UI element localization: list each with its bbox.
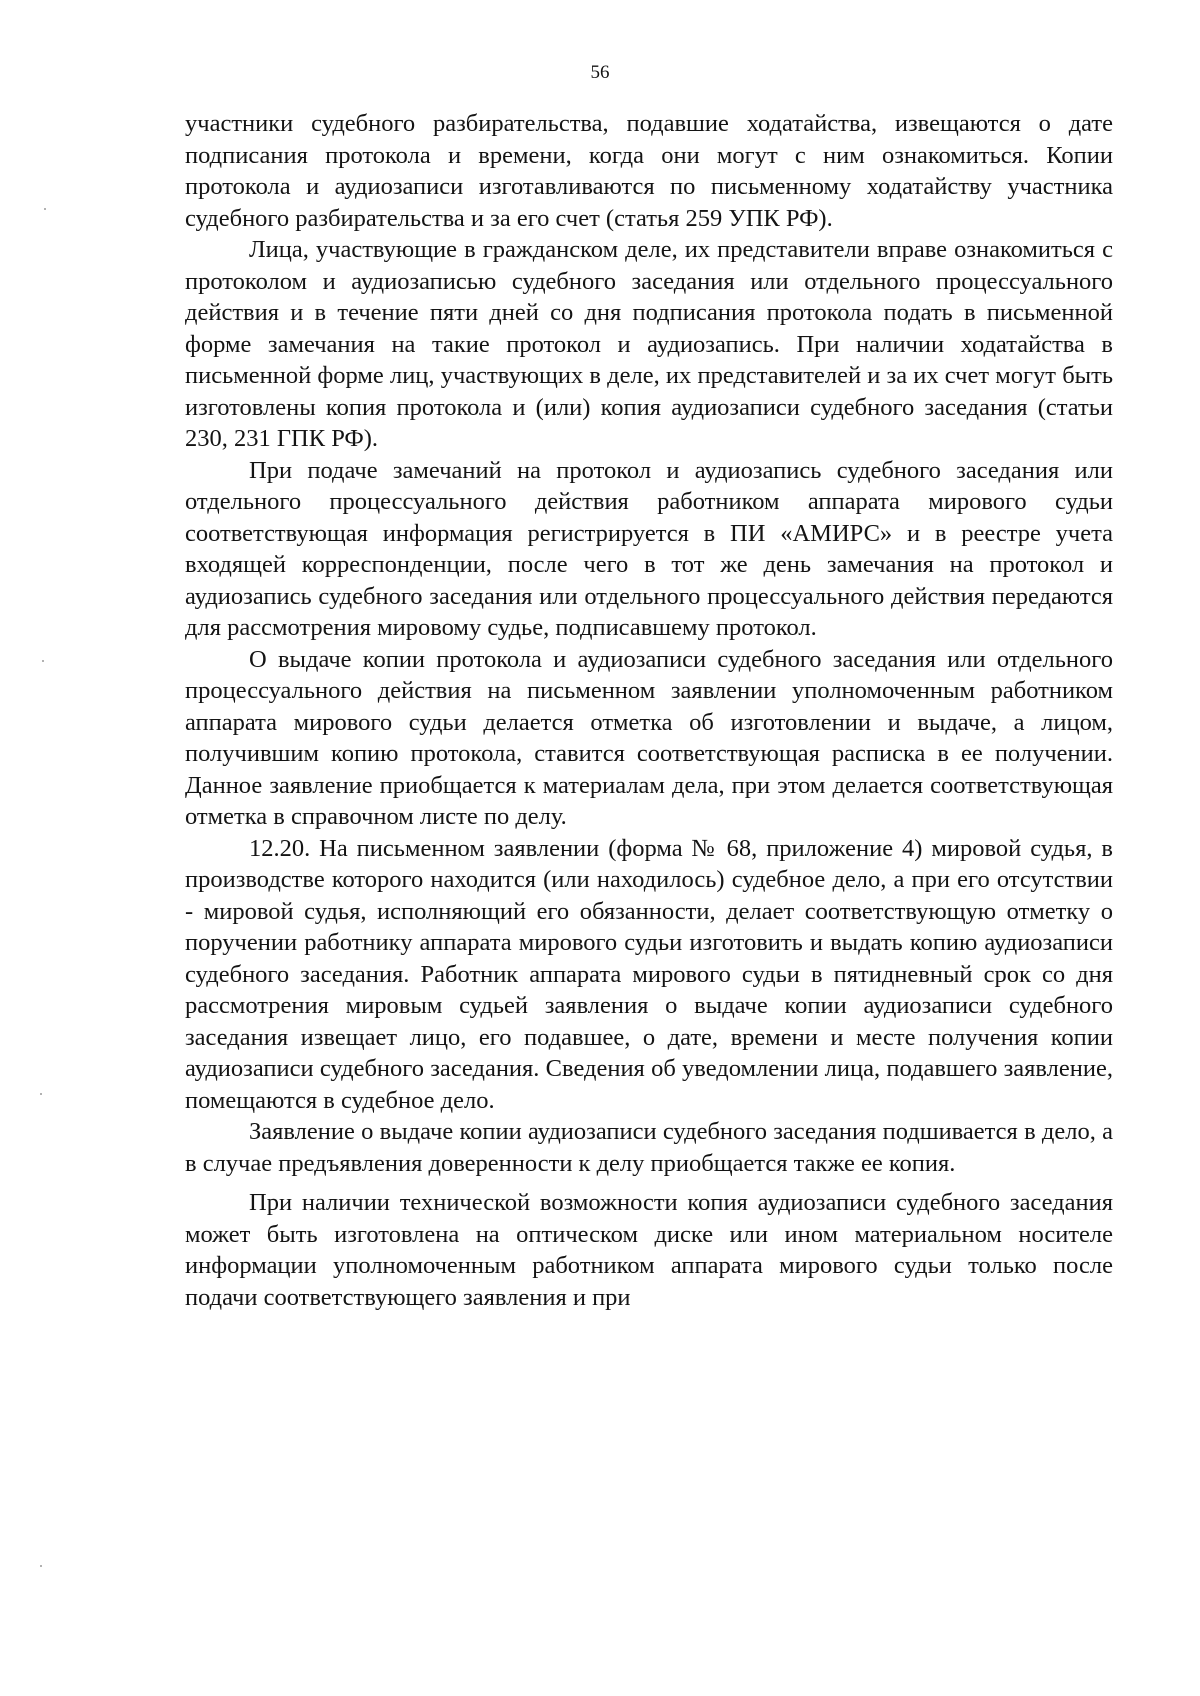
page-number: 56 xyxy=(590,62,610,83)
paragraph-remarks-submission: При подаче замечаний на протокол и аудиозапись судебного заседания или отдельного процессуального действия работником аппарата мирового судьи соответствующая информация регистрируется в ПИ «АМИРС» и в реестре учета входящей корреспонденции, после чего в тот же день замечания на протокол и аудиозапись судебного заседания или отдельного процессуального действия передаются для рассмотрения мировому судье, подписавшему протокол. xyxy=(185,456,1113,641)
scan-speck xyxy=(42,660,44,662)
paragraph-technical-possibility: При наличии технической возможности копия аудиозаписи судебного заседания может быть изготовлена на оптическом диске или ином материальном носителе информации уполномоченным работником аппарата мирового судьи только после подачи соответствующего заявления и при xyxy=(185,1189,1113,1311)
paragraph-copy-issuance: О выдаче копии протокола и аудиозаписи судебного заседания или отдельного процессуального действия на письменном заявлении уполномоченным работником аппарата мирового судьи делается отметка об изготовлении и выдаче, а лицом, получившим копию протокола, ставится соответствующая расписка в ее получении. Данное заявление приобщается к материалам дела, при этом делается соответствующая отметка в справочном листе по делу. xyxy=(185,645,1113,830)
paragraph-continuation: участники судебного разбирательства, подавшие ходатайства, извещаются о дате подписания протокола и времени, когда они могут с ним ознакомиться. Копии протокола и аудиозаписи изготавливаются по письменному ходатайству участника судебного разбирательства и за его счет (статья 259 УПК РФ). xyxy=(185,110,1113,232)
paragraph-application-filing: Заявление о выдаче копии аудиозаписи судебного заседания подшивается в дело, а в случае предъявления доверенности к делу приобщается также ее копия. xyxy=(185,1118,1113,1177)
paragraph-section-12-20: 12.20. На письменном заявлении (форма № 68, приложение 4) мировой судья, в производстве которого находится (или находилось) судебное дело, а при его отсутствии - мировой судья, исполняющий его обязанности, делает соответствующую отметку о поручении работнику аппарата мирового судьи изготовить и выдать копию аудиозаписи судебного заседания. Работник аппарата мирового судьи в пятидневный срок со дня рассмотрения мировым судьей заявления о выдаче копии аудиозаписи судебного заседания извещает лицо, его подавшее, о дате, времени и месте получения копии аудиозаписи судебного заседания. Сведения об уведомлении лица, подавшего заявление, помещаются в судебное дело. xyxy=(185,834,1113,1114)
scan-speck xyxy=(44,208,46,210)
scan-speck xyxy=(40,1093,42,1095)
document-body xyxy=(185,108,1113,1313)
paragraph-civil-case: Лица, участвующие в гражданском деле, их представители вправе ознакомиться с протоколом и аудиозаписью судебного заседания или отдельного процессуального действия и в течение пяти дней со дня подписания протокола подать в письменной форме замечания на такие протокол и аудиозапись. При наличии ходатайства в письменной форме лиц, участвующих в деле, их представителей и за их счет могут быть изготовлены копия протокола и (или) копия аудиозаписи судебного заседания (статьи 230, 231 ГПК РФ). xyxy=(185,236,1113,452)
scan-speck xyxy=(40,1565,42,1567)
